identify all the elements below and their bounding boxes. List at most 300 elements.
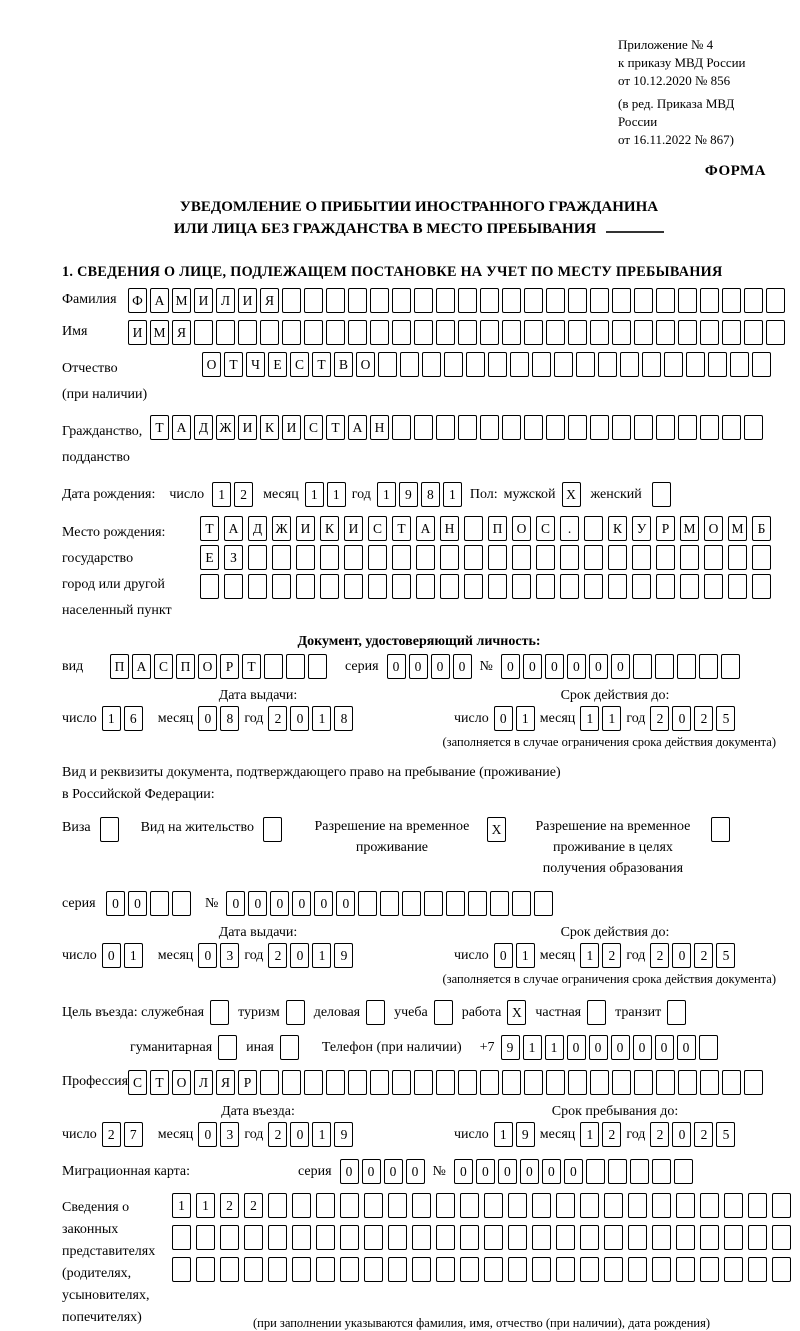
char-box[interactable]: 2: [268, 943, 287, 968]
char-box[interactable]: 1: [516, 706, 535, 731]
char-box[interactable]: 0: [564, 1159, 583, 1184]
char-box[interactable]: [460, 1193, 479, 1218]
char-box[interactable]: [748, 1225, 767, 1250]
char-box[interactable]: [460, 1225, 479, 1250]
char-box[interactable]: [604, 1193, 623, 1218]
char-box[interactable]: [508, 1257, 527, 1282]
char-box[interactable]: П: [110, 654, 129, 679]
char-box[interactable]: 0: [672, 943, 691, 968]
char-box[interactable]: [282, 288, 301, 313]
char-box[interactable]: [366, 1000, 385, 1025]
char-box[interactable]: [388, 1257, 407, 1282]
char-box[interactable]: [652, 1159, 671, 1184]
char-box[interactable]: [436, 1257, 455, 1282]
char-box[interactable]: [576, 352, 595, 377]
char-box[interactable]: 0: [340, 1159, 359, 1184]
char-box[interactable]: 0: [248, 891, 267, 916]
char-box[interactable]: [326, 288, 345, 313]
char-box[interactable]: [458, 320, 477, 345]
char-box[interactable]: [412, 1193, 431, 1218]
char-box[interactable]: О: [512, 516, 531, 541]
char-box[interactable]: [508, 1193, 527, 1218]
char-box[interactable]: Т: [224, 352, 243, 377]
char-box[interactable]: [286, 1000, 305, 1025]
char-box[interactable]: [458, 1070, 477, 1095]
char-box[interactable]: 2: [268, 706, 287, 731]
char-box[interactable]: [268, 1257, 287, 1282]
char-box[interactable]: [488, 545, 507, 570]
char-box[interactable]: [532, 352, 551, 377]
char-box[interactable]: О: [198, 654, 217, 679]
char-box[interactable]: [560, 574, 579, 599]
char-box[interactable]: [667, 1000, 686, 1025]
char-box[interactable]: [414, 1070, 433, 1095]
char-box[interactable]: [700, 1257, 719, 1282]
char-box[interactable]: 0: [362, 1159, 381, 1184]
char-box[interactable]: 0: [501, 654, 520, 679]
char-box[interactable]: [676, 1225, 695, 1250]
char-box[interactable]: Я: [260, 288, 279, 313]
char-box[interactable]: [700, 320, 719, 345]
char-box[interactable]: [340, 1257, 359, 1282]
char-box[interactable]: [590, 415, 609, 440]
char-box[interactable]: [744, 415, 763, 440]
char-box[interactable]: [210, 1000, 229, 1025]
char-box[interactable]: Ч: [246, 352, 265, 377]
char-box[interactable]: 1: [124, 943, 143, 968]
char-box[interactable]: [752, 545, 771, 570]
char-box[interactable]: [608, 1159, 627, 1184]
char-box[interactable]: 1: [580, 943, 599, 968]
char-box[interactable]: 2: [234, 482, 253, 507]
char-box[interactable]: [587, 1000, 606, 1025]
char-box[interactable]: Д: [194, 415, 213, 440]
char-box[interactable]: [414, 415, 433, 440]
char-box[interactable]: [704, 545, 723, 570]
char-box[interactable]: [468, 891, 487, 916]
char-box[interactable]: 0: [611, 654, 630, 679]
char-box[interactable]: [608, 574, 627, 599]
char-box[interactable]: [546, 288, 565, 313]
char-box[interactable]: [304, 288, 323, 313]
char-box[interactable]: [216, 320, 235, 345]
char-box[interactable]: [464, 516, 483, 541]
char-box[interactable]: [316, 1193, 335, 1218]
char-box[interactable]: [344, 545, 363, 570]
char-box[interactable]: П: [176, 654, 195, 679]
char-box[interactable]: [224, 574, 243, 599]
char-box[interactable]: Т: [392, 516, 411, 541]
char-box[interactable]: 0: [672, 706, 691, 731]
char-box[interactable]: 0: [454, 1159, 473, 1184]
char-box[interactable]: [434, 1000, 453, 1025]
char-box[interactable]: [721, 654, 740, 679]
char-box[interactable]: [272, 545, 291, 570]
char-box[interactable]: [424, 891, 443, 916]
char-box[interactable]: [612, 320, 631, 345]
char-box[interactable]: [282, 320, 301, 345]
char-box[interactable]: 0: [128, 891, 147, 916]
char-box[interactable]: [590, 288, 609, 313]
char-box[interactable]: [590, 320, 609, 345]
char-box[interactable]: [512, 574, 531, 599]
char-box[interactable]: 0: [409, 654, 428, 679]
char-box[interactable]: 0: [336, 891, 355, 916]
char-box[interactable]: [656, 320, 675, 345]
char-box[interactable]: И: [194, 288, 213, 313]
char-box[interactable]: [460, 1257, 479, 1282]
char-box[interactable]: [218, 1035, 237, 1060]
char-box[interactable]: 2: [650, 706, 669, 731]
char-box[interactable]: 0: [453, 654, 472, 679]
char-box[interactable]: [604, 1257, 623, 1282]
char-box[interactable]: А: [150, 288, 169, 313]
char-box[interactable]: 1: [312, 1122, 331, 1147]
char-box[interactable]: [286, 654, 305, 679]
char-box[interactable]: [268, 1225, 287, 1250]
char-box[interactable]: [402, 891, 421, 916]
char-box[interactable]: И: [128, 320, 147, 345]
char-box[interactable]: [700, 1070, 719, 1095]
char-box[interactable]: 5: [716, 706, 735, 731]
char-box[interactable]: X: [562, 482, 581, 507]
char-box[interactable]: [422, 352, 441, 377]
char-box[interactable]: [436, 1225, 455, 1250]
char-box[interactable]: [392, 288, 411, 313]
char-box[interactable]: Т: [150, 1070, 169, 1095]
char-box[interactable]: Н: [440, 516, 459, 541]
char-box[interactable]: 1: [212, 482, 231, 507]
char-box[interactable]: [568, 415, 587, 440]
char-box[interactable]: [348, 288, 367, 313]
char-box[interactable]: [580, 1225, 599, 1250]
char-box[interactable]: [632, 574, 651, 599]
char-box[interactable]: [744, 1070, 763, 1095]
char-box[interactable]: [400, 352, 419, 377]
char-box[interactable]: [464, 574, 483, 599]
char-box[interactable]: 0: [589, 654, 608, 679]
char-box[interactable]: [194, 320, 213, 345]
char-box[interactable]: 0: [314, 891, 333, 916]
char-box[interactable]: [440, 545, 459, 570]
char-box[interactable]: [388, 1193, 407, 1218]
char-box[interactable]: [244, 1225, 263, 1250]
char-box[interactable]: [364, 1193, 383, 1218]
char-box[interactable]: [502, 288, 521, 313]
char-box[interactable]: [652, 1225, 671, 1250]
char-box[interactable]: М: [150, 320, 169, 345]
char-box[interactable]: [676, 1193, 695, 1218]
char-box[interactable]: [244, 1257, 263, 1282]
char-box[interactable]: 9: [334, 1122, 353, 1147]
char-box[interactable]: [656, 1070, 675, 1095]
char-box[interactable]: [172, 1257, 191, 1282]
char-box[interactable]: [568, 1070, 587, 1095]
char-box[interactable]: [358, 891, 377, 916]
char-box[interactable]: [296, 545, 315, 570]
char-box[interactable]: 0: [520, 1159, 539, 1184]
char-box[interactable]: 0: [290, 943, 309, 968]
char-box[interactable]: [724, 1193, 743, 1218]
char-box[interactable]: [502, 320, 521, 345]
char-box[interactable]: [488, 352, 507, 377]
char-box[interactable]: 0: [102, 943, 121, 968]
char-box[interactable]: 9: [516, 1122, 535, 1147]
char-box[interactable]: [556, 1225, 575, 1250]
char-box[interactable]: [340, 1193, 359, 1218]
char-box[interactable]: [656, 415, 675, 440]
char-box[interactable]: 9: [334, 943, 353, 968]
char-box[interactable]: М: [172, 288, 191, 313]
char-box[interactable]: 7: [124, 1122, 143, 1147]
char-box[interactable]: [370, 1070, 389, 1095]
char-box[interactable]: [100, 817, 119, 842]
char-box[interactable]: [348, 320, 367, 345]
char-box[interactable]: 0: [198, 943, 217, 968]
char-box[interactable]: [628, 1257, 647, 1282]
char-box[interactable]: [634, 1070, 653, 1095]
char-box[interactable]: [444, 352, 463, 377]
char-box[interactable]: X: [507, 1000, 526, 1025]
char-box[interactable]: Л: [216, 288, 235, 313]
char-box[interactable]: Н: [370, 415, 389, 440]
char-box[interactable]: 9: [399, 482, 418, 507]
char-box[interactable]: [220, 1257, 239, 1282]
char-box[interactable]: [436, 1193, 455, 1218]
char-box[interactable]: [524, 320, 543, 345]
char-box[interactable]: 2: [650, 1122, 669, 1147]
char-box[interactable]: В: [334, 352, 353, 377]
char-box[interactable]: [368, 574, 387, 599]
char-box[interactable]: [414, 320, 433, 345]
char-box[interactable]: [412, 1257, 431, 1282]
char-box[interactable]: [711, 817, 730, 842]
char-box[interactable]: [280, 1035, 299, 1060]
char-box[interactable]: [238, 320, 257, 345]
char-box[interactable]: [699, 1035, 718, 1060]
char-box[interactable]: Я: [216, 1070, 235, 1095]
char-box[interactable]: [634, 415, 653, 440]
char-box[interactable]: [260, 1070, 279, 1095]
char-box[interactable]: [446, 891, 465, 916]
char-box[interactable]: 2: [102, 1122, 121, 1147]
char-box[interactable]: [664, 352, 683, 377]
char-box[interactable]: 0: [290, 1122, 309, 1147]
char-box[interactable]: [752, 574, 771, 599]
char-box[interactable]: О: [172, 1070, 191, 1095]
char-box[interactable]: [724, 1225, 743, 1250]
char-box[interactable]: 3: [220, 1122, 239, 1147]
char-box[interactable]: 0: [567, 654, 586, 679]
char-box[interactable]: 0: [542, 1159, 561, 1184]
char-box[interactable]: 1: [327, 482, 346, 507]
char-box[interactable]: 6: [124, 706, 143, 731]
char-box[interactable]: [308, 654, 327, 679]
char-box[interactable]: [508, 1225, 527, 1250]
char-box[interactable]: 9: [501, 1035, 520, 1060]
char-box[interactable]: [466, 352, 485, 377]
char-box[interactable]: [436, 288, 455, 313]
char-box[interactable]: [370, 288, 389, 313]
char-box[interactable]: [678, 1070, 697, 1095]
char-box[interactable]: .: [560, 516, 579, 541]
char-box[interactable]: 2: [694, 943, 713, 968]
char-box[interactable]: 1: [580, 706, 599, 731]
char-box[interactable]: [416, 574, 435, 599]
char-box[interactable]: [536, 545, 555, 570]
char-box[interactable]: А: [416, 516, 435, 541]
char-box[interactable]: [364, 1257, 383, 1282]
char-box[interactable]: Ж: [216, 415, 235, 440]
char-box[interactable]: [652, 1257, 671, 1282]
char-box[interactable]: [416, 545, 435, 570]
char-box[interactable]: [656, 574, 675, 599]
char-box[interactable]: [630, 1159, 649, 1184]
char-box[interactable]: [532, 1193, 551, 1218]
char-box[interactable]: [263, 817, 282, 842]
char-box[interactable]: Р: [656, 516, 675, 541]
char-box[interactable]: [699, 654, 718, 679]
char-box[interactable]: 5: [716, 1122, 735, 1147]
char-box[interactable]: [546, 415, 565, 440]
char-box[interactable]: 0: [633, 1035, 652, 1060]
char-box[interactable]: [292, 1225, 311, 1250]
char-box[interactable]: [370, 320, 389, 345]
char-box[interactable]: 0: [476, 1159, 495, 1184]
char-box[interactable]: [292, 1257, 311, 1282]
char-box[interactable]: [678, 320, 697, 345]
char-box[interactable]: [292, 1193, 311, 1218]
char-box[interactable]: [392, 415, 411, 440]
char-box[interactable]: Т: [200, 516, 219, 541]
char-box[interactable]: [316, 1225, 335, 1250]
char-box[interactable]: Я: [172, 320, 191, 345]
char-box[interactable]: 8: [220, 706, 239, 731]
char-box[interactable]: 0: [106, 891, 125, 916]
char-box[interactable]: 0: [494, 943, 513, 968]
char-box[interactable]: Т: [242, 654, 261, 679]
char-box[interactable]: [586, 1159, 605, 1184]
char-box[interactable]: [282, 1070, 301, 1095]
char-box[interactable]: И: [238, 288, 257, 313]
char-box[interactable]: Ж: [272, 516, 291, 541]
char-box[interactable]: [632, 545, 651, 570]
char-box[interactable]: 1: [312, 706, 331, 731]
char-box[interactable]: 8: [334, 706, 353, 731]
char-box[interactable]: 0: [672, 1122, 691, 1147]
char-box[interactable]: [556, 1257, 575, 1282]
char-box[interactable]: [560, 545, 579, 570]
char-box[interactable]: [766, 288, 785, 313]
char-box[interactable]: Е: [268, 352, 287, 377]
char-box[interactable]: 2: [694, 706, 713, 731]
char-box[interactable]: [652, 1193, 671, 1218]
char-box[interactable]: 1: [312, 943, 331, 968]
char-box[interactable]: [484, 1193, 503, 1218]
char-box[interactable]: [584, 574, 603, 599]
char-box[interactable]: [464, 545, 483, 570]
char-box[interactable]: [772, 1257, 791, 1282]
char-box[interactable]: Л: [194, 1070, 213, 1095]
char-box[interactable]: [380, 891, 399, 916]
char-box[interactable]: [480, 288, 499, 313]
char-box[interactable]: 5: [716, 943, 735, 968]
char-box[interactable]: Т: [150, 415, 169, 440]
char-box[interactable]: [536, 574, 555, 599]
char-box[interactable]: [724, 1257, 743, 1282]
char-box[interactable]: [490, 891, 509, 916]
char-box[interactable]: [268, 1193, 287, 1218]
char-box[interactable]: [502, 415, 521, 440]
char-box[interactable]: 0: [406, 1159, 425, 1184]
char-box[interactable]: [748, 1257, 767, 1282]
char-box[interactable]: [546, 320, 565, 345]
char-box[interactable]: [704, 574, 723, 599]
char-box[interactable]: Е: [200, 545, 219, 570]
char-box[interactable]: [272, 574, 291, 599]
char-box[interactable]: А: [224, 516, 243, 541]
char-box[interactable]: Р: [220, 654, 239, 679]
char-box[interactable]: [584, 516, 603, 541]
char-box[interactable]: [554, 352, 573, 377]
char-box[interactable]: [196, 1225, 215, 1250]
char-box[interactable]: Ф: [128, 288, 147, 313]
char-box[interactable]: [220, 1225, 239, 1250]
char-box[interactable]: [655, 654, 674, 679]
char-box[interactable]: [634, 288, 653, 313]
char-box[interactable]: 8: [421, 482, 440, 507]
char-box[interactable]: [700, 1225, 719, 1250]
char-box[interactable]: [772, 1193, 791, 1218]
char-box[interactable]: [248, 545, 267, 570]
char-box[interactable]: [744, 288, 763, 313]
char-box[interactable]: Д: [248, 516, 267, 541]
char-box[interactable]: [368, 545, 387, 570]
char-box[interactable]: 2: [650, 943, 669, 968]
char-box[interactable]: [480, 1070, 499, 1095]
char-box[interactable]: [172, 891, 191, 916]
char-box[interactable]: 3: [220, 943, 239, 968]
char-box[interactable]: 0: [387, 654, 406, 679]
char-box[interactable]: М: [728, 516, 747, 541]
char-box[interactable]: [340, 1225, 359, 1250]
char-box[interactable]: [480, 320, 499, 345]
char-box[interactable]: 1: [305, 482, 324, 507]
char-box[interactable]: [652, 482, 671, 507]
char-box[interactable]: 0: [677, 1035, 696, 1060]
char-box[interactable]: 1: [602, 706, 621, 731]
char-box[interactable]: [392, 545, 411, 570]
char-box[interactable]: 0: [589, 1035, 608, 1060]
char-box[interactable]: 1: [494, 1122, 513, 1147]
char-box[interactable]: С: [290, 352, 309, 377]
char-box[interactable]: А: [172, 415, 191, 440]
char-box[interactable]: Т: [326, 415, 345, 440]
char-box[interactable]: [677, 654, 696, 679]
char-box[interactable]: К: [320, 516, 339, 541]
char-box[interactable]: [744, 320, 763, 345]
char-box[interactable]: [264, 654, 283, 679]
char-box[interactable]: [326, 1070, 345, 1095]
char-box[interactable]: А: [348, 415, 367, 440]
char-box[interactable]: [556, 1193, 575, 1218]
char-box[interactable]: [700, 288, 719, 313]
char-box[interactable]: [656, 545, 675, 570]
char-box[interactable]: [364, 1225, 383, 1250]
char-box[interactable]: [642, 352, 661, 377]
char-box[interactable]: [700, 415, 719, 440]
char-box[interactable]: [524, 415, 543, 440]
